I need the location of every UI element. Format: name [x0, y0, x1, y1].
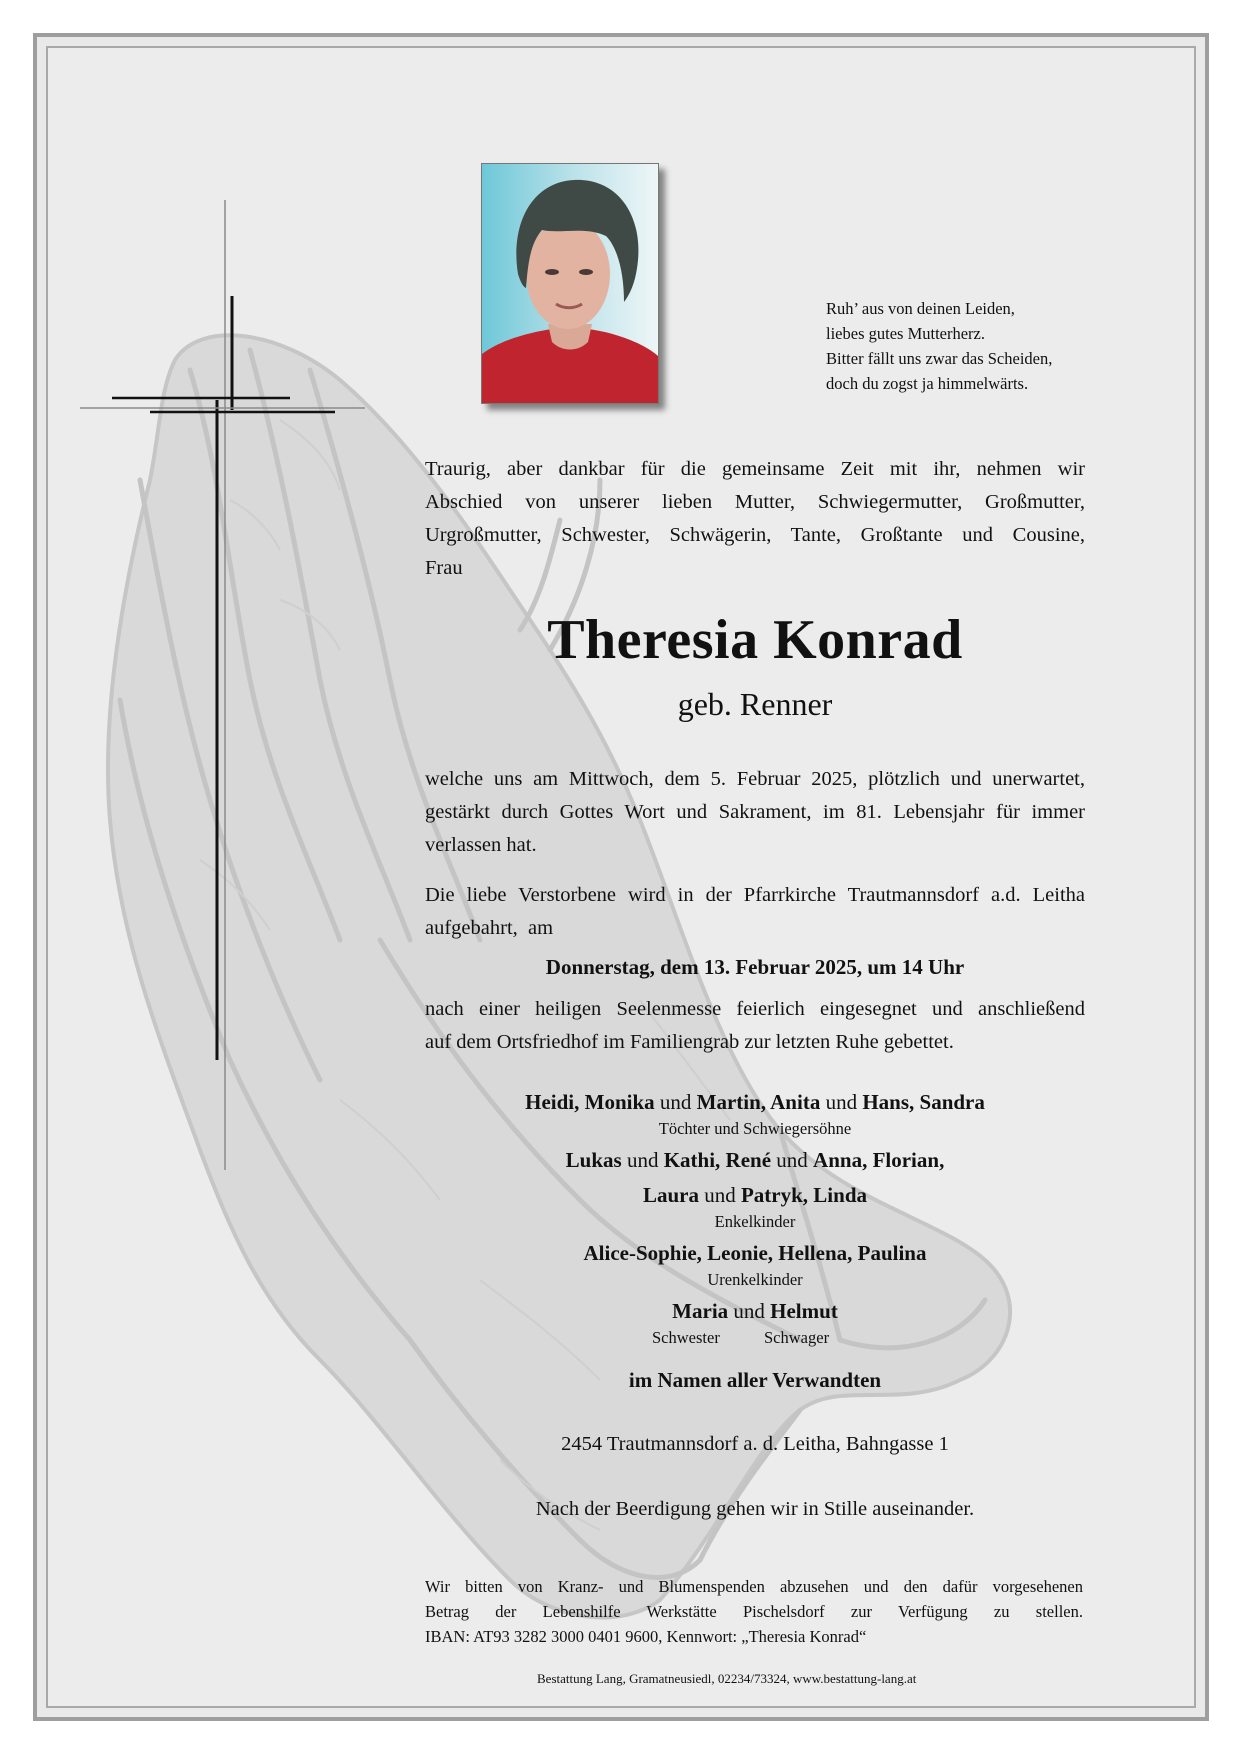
great-grandchildren-names: Alice-Sophie, Leonie, Hellena, Paulina	[583, 1241, 927, 1265]
great-grandchildren-relation: Urenkelkinder	[707, 1270, 803, 1289]
death-notice-line: verlassen hat.	[425, 834, 537, 856]
donation-line: Betrag der Lebenshilfe Werkstätte Pischelsdorf zur Verfügung zu stellen.	[425, 1602, 1083, 1621]
grandchildren-names-line-1	[425, 1148, 1085, 1173]
poem-line: doch du zogst ja himmelwärts.	[826, 374, 1029, 393]
poem-line: Ruh’ aus von deinen Leiden,	[826, 299, 1015, 318]
family-name: Lukas	[565, 1148, 622, 1172]
viewing-paragraph	[425, 879, 1085, 945]
poem-line: liebes gutes Mutterherz.	[826, 324, 985, 343]
family-connector: und	[728, 1299, 771, 1323]
family-connector: und	[771, 1148, 814, 1172]
viewing-line: aufgebahrt, am	[425, 917, 554, 939]
donation-line: Wir bitten von Kranz- und Blumenspenden abzusehen und den dafür vorgesehenen	[425, 1577, 1083, 1596]
grandchildren-names-line-2	[425, 1183, 1085, 1208]
poem	[826, 296, 1156, 396]
death-notice-paragraph	[425, 763, 1085, 862]
siblings-names	[425, 1299, 1085, 1324]
family-name: Heidi, Monika	[525, 1090, 655, 1114]
brother-in-law-relation: Schwager	[764, 1328, 830, 1347]
burial-paragraph	[425, 993, 1085, 1059]
family-connector: und	[820, 1090, 863, 1114]
intro-line: Urgroßmutter, Schwester, Schwägerin, Tante, Großtante und Cousine,	[425, 524, 1085, 546]
funeral-home-footer: Bestattung Lang, Gramatneusiedl, 02234/73324, www.bestattung-lang.at	[537, 1671, 917, 1686]
funeral-date: Donnerstag, dem 13. Februar 2025, um 14 Uhr	[545, 955, 965, 979]
stille-note: Nach der Beerdigung gehen wir in Stille auseinander.	[535, 1498, 975, 1520]
family-name: Helmut	[770, 1299, 838, 1323]
grandchildren-relation: Enkelkinder	[714, 1212, 796, 1231]
intro-line: Frau	[425, 557, 463, 579]
deceased-name: Theresia Konrad	[547, 609, 963, 671]
death-notice-line: gestärkt durch Gottes Wort und Sakrament, im 81. Lebensjahr für immer	[425, 801, 1085, 823]
poem-line: Bitter fällt uns zwar das Scheiden,	[826, 349, 1053, 368]
daughters-names	[425, 1090, 1085, 1115]
cross-icon	[80, 200, 380, 1180]
relatives-closing: im Namen aller Verwandten	[628, 1368, 882, 1392]
death-notice-line: welche uns am Mittwoch, dem 5. Februar 2025, plötzlich und unerwartet,	[425, 768, 1085, 790]
family-name: Maria	[672, 1299, 729, 1323]
viewing-line: Die liebe Verstorbene wird in der Pfarrkirche Trautmannsdorf a.d. Leitha	[425, 884, 1085, 906]
family-name: Hans, Sandra	[862, 1090, 985, 1114]
burial-line: nach einer heiligen Seelenmesse feierlich eingesegnet und anschließend	[425, 998, 1085, 1020]
daughters-relation: Töchter und Schwiegersöhne	[658, 1119, 852, 1138]
donation-paragraph	[425, 1574, 1083, 1649]
intro-paragraph	[425, 453, 1085, 585]
intro-line: Traurig, aber dankbar für die gemeinsame Zeit mit ihr, nehmen wir	[425, 458, 1085, 480]
family-name: Kathi, René	[663, 1148, 772, 1172]
portrait-photo	[481, 163, 659, 404]
family-name: Laura	[642, 1183, 699, 1207]
sister-relation: Schwester	[652, 1328, 720, 1347]
family-connector: und	[621, 1148, 664, 1172]
family-name: Patryk, Linda	[740, 1183, 868, 1207]
burial-line: auf dem Ortsfriedhof im Familiengrab zur letzten Ruhe gebettet.	[425, 1031, 954, 1053]
family-connector: und	[698, 1183, 741, 1207]
family-name: Anna, Florian,	[813, 1148, 945, 1172]
address: 2454 Trautmannsdorf a. d. Leitha, Bahngasse 1	[561, 1433, 949, 1455]
portrait-photo-icon	[482, 164, 658, 403]
family-name: Martin, Anita	[696, 1090, 821, 1114]
maiden-name: geb. Renner	[677, 686, 833, 722]
donation-line: IBAN: AT93 3282 3000 0401 9600, Kennwort: „Theresia Konrad“	[425, 1627, 867, 1646]
family-connector: und	[654, 1090, 697, 1114]
intro-line: Abschied von unserer lieben Mutter, Schwiegermutter, Großmutter,	[425, 491, 1085, 513]
